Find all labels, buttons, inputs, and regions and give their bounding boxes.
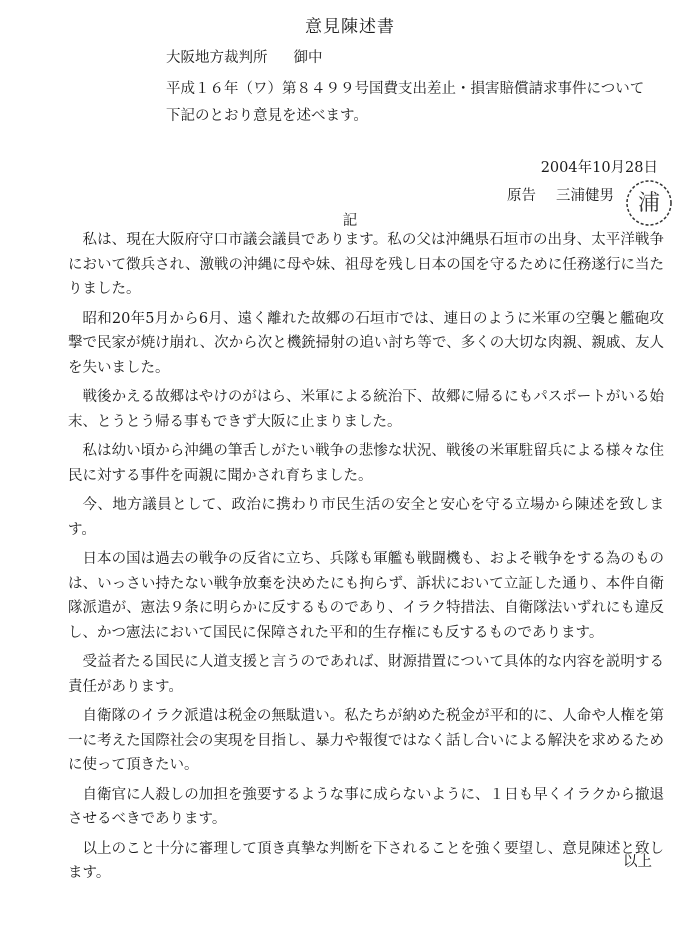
paragraph: 以上のこと十分に審理して頂き真摯な判断を下されることを強く要望し、意見陳述と致します。 — [68, 840, 664, 881]
document-date: 2004年10月28日 — [540, 160, 658, 176]
document-title: 意見陳述書 — [305, 17, 395, 37]
paragraph: 受益者たる国民に人道支援と言うのであれば、財源措置について具体的な内容を説明する責任があります。 — [68, 654, 664, 695]
paragraph: 戦後かえる故郷はやけのがはら、米軍による統治下、故郷に帰るにもパスポートがいる始末、とうとう帰る事もできず大阪に止まりました。 — [68, 389, 664, 430]
paragraph: 自衛隊のイラク派遣は税金の無駄遣い。私たちが納めた税金が平和的に、人命や人権を第一に考えた国際社会の実現を目指し、暴力や報復ではなく話し合いによる解決を求めるために使って頂きたい。 — [68, 708, 664, 773]
paragraph: 私は幼い頃から沖縄の筆舌しがたい戦争の悲惨な状況、戦後の米軍駐留兵による様々な住民に対する事件を両親に聞かされ育ちました。 — [68, 443, 664, 484]
case-statement — [166, 76, 644, 130]
honorific: 御中 — [293, 50, 323, 66]
paragraph: 自衛官に人殺しの加担を強要するような事に成らないように、１日も早くイラクから撤退させるべきであります。 — [68, 786, 664, 827]
paragraph: 今、地方議員として、政治に携わり市民生活の安全と安心を守る立場から陳述を致します。 — [68, 497, 664, 538]
court-name: 大阪地方裁判所 — [166, 50, 268, 66]
ki-heading: 記 — [342, 213, 358, 229]
paragraph: 私は、現在大阪府守口市議会議員であります。私の父は沖縄県石垣市の出身、太平洋戦争において徴兵され、激戦の沖縄に母や妹、祖母を残し日本の国を守るために任務遂行に当たりました。 — [68, 232, 664, 297]
closing-remark: 以上 — [623, 854, 652, 870]
case-line-2: 下記のとおり意見を述べます。 — [166, 108, 368, 124]
addressee — [166, 46, 323, 67]
paragraph: 日本の国は過去の戦争の反省に立ち、兵隊も軍艦も戦闘機も、およそ戦争をする為のものは、いっさい持たない戦争放棄を決めたにも拘らず、訴状において立証した通り、本件自衛隊派遣が、憲法９条に明らかに反するものであり、イラク特措法、自衛隊法いずれにも違反し、かつ憲法において国民に保障された平和的生存権にも反するものであります。 — [68, 551, 664, 641]
seal-char: 浦 — [637, 191, 661, 216]
statement-body — [68, 228, 664, 891]
paragraph: 昭和20年5月から6月、遠く離れた故郷の石垣市では、連日のように米軍の空襲と艦砲攻撃で民家が焼け崩れ、次から次と機銃掃射の追い討ち等で、多くの大切な肉親、親戚、友人を失いました。 — [68, 310, 664, 376]
plaintiff-name: 三浦健男 — [556, 188, 614, 204]
plaintiff-label: 原告 — [507, 188, 536, 204]
case-line-1: 平成１６年（ワ）第８４９９号国費支出差止・損害賠償請求事件について — [166, 81, 645, 97]
plaintiff — [507, 184, 614, 205]
